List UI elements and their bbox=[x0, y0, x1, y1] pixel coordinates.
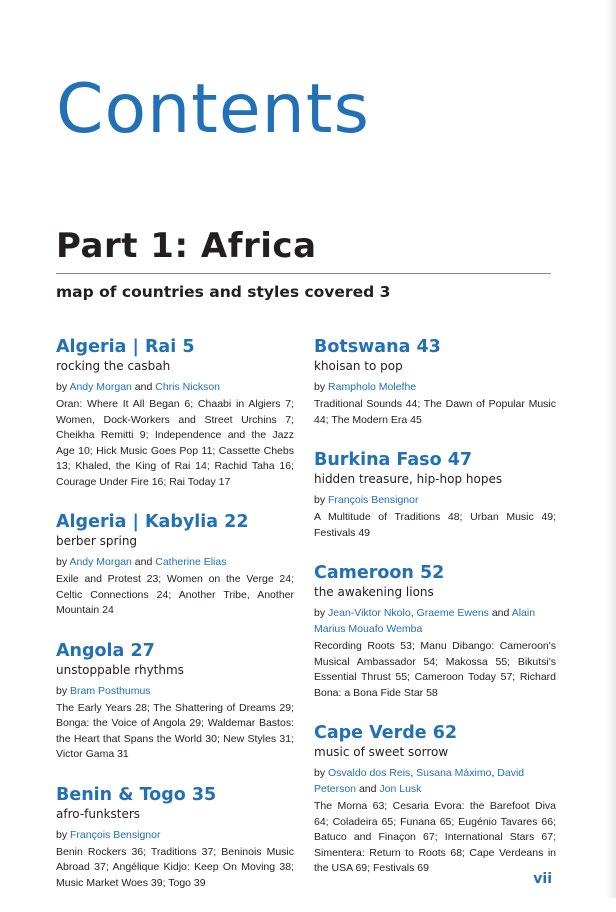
entry-subtitle: rocking the casbah bbox=[56, 359, 171, 373]
entry-byline bbox=[56, 379, 294, 395]
entry-byline bbox=[56, 683, 294, 699]
entry-subtitle: khoisan to pop bbox=[314, 359, 403, 373]
entry-byline bbox=[56, 827, 294, 843]
toc-entry bbox=[56, 336, 294, 490]
page-edge-shadow bbox=[606, 0, 616, 898]
author-separator: and bbox=[356, 783, 380, 795]
entry-chapters: The Early Years 28; The Shattering of Dreams 29; Bonga: the Voice of Angola 29; Waldemar Bastos: the Heart that Spans the World 30; New Styles 31; Victor Gama 31 bbox=[56, 701, 294, 760]
entry-subtitle: afro-funksters bbox=[56, 806, 141, 821]
author-name[interactable]: Andy Morgan bbox=[69, 556, 132, 568]
byline-prefix: by bbox=[314, 767, 326, 779]
author-separator: and bbox=[131, 556, 156, 568]
entry-byline bbox=[314, 379, 556, 395]
author-name[interactable]: Andy Morgan bbox=[69, 381, 132, 393]
entry-title[interactable]: Benin & Togo 35 bbox=[56, 784, 217, 805]
left-column bbox=[56, 336, 294, 912]
author-name[interactable]: Alain Marius Mouafo Wemba bbox=[314, 607, 536, 635]
byline-prefix: by bbox=[56, 556, 68, 568]
entry-title[interactable]: Burkina Faso 47 bbox=[314, 450, 473, 470]
toc-entry bbox=[56, 511, 294, 619]
entry-title[interactable]: Cape Verde 62 bbox=[314, 723, 458, 743]
author-name[interactable]: Jon Lusk bbox=[379, 783, 422, 795]
byline-prefix: by bbox=[314, 381, 326, 393]
toc-entry bbox=[56, 784, 294, 892]
author-name[interactable]: François Bensignor bbox=[328, 494, 419, 506]
right-column bbox=[314, 336, 556, 898]
entry-chapters: Recording Roots 53; Manu Dibango: Cameroon's Musical Ambassador 54; Makossa 55; Bikutsi's Essential Thrust 55; Cameroon Today 57; Richard Bona: a Bona Fide Star 58 bbox=[314, 640, 556, 699]
page-heading: Contents bbox=[56, 70, 370, 149]
map-entry[interactable]: map of countries and styles covered 3 bbox=[56, 283, 391, 301]
author-name[interactable]: Susana Máximo bbox=[416, 767, 492, 779]
entry-chapters: The Morna 63; Cesaria Evora: the Barefoot Diva 64; Coladeira 65; Funana 65; Eugénio Tavares 66; Batuco and Finaçon 67; International Stars 67; Simentera: Return to Roots 68; Cape Verdeans in the USA 69; Festivals 69 bbox=[314, 800, 556, 874]
entry-subtitle: the awakening lions bbox=[314, 585, 434, 599]
author-name[interactable]: Graeme Ewens bbox=[416, 607, 489, 619]
toc-entry bbox=[314, 722, 556, 877]
author-name[interactable]: Catherine Elias bbox=[155, 556, 227, 568]
author-name[interactable]: Bram Posthumus bbox=[70, 684, 151, 697]
toc-entry bbox=[314, 562, 556, 701]
byline-prefix: by bbox=[314, 494, 326, 506]
author-separator: and bbox=[488, 607, 512, 619]
part-divider bbox=[56, 273, 551, 274]
author-separator: , bbox=[410, 767, 417, 779]
page-number: vii bbox=[533, 871, 552, 887]
toc-entry bbox=[314, 336, 556, 428]
entry-byline bbox=[56, 554, 294, 570]
author-name[interactable]: Rampholo Molefhe bbox=[328, 381, 417, 393]
entry-chapters: A Multitude of Traditions 48; Urban Music 49; Festivals 49 bbox=[314, 511, 556, 539]
entry-subtitle: berber spring bbox=[56, 534, 138, 548]
author-name[interactable]: Jean-Viktor Nkolo bbox=[328, 607, 411, 619]
entry-title[interactable]: Algeria | Kabylia 22 bbox=[56, 512, 249, 532]
entry-title[interactable]: Botswana 43 bbox=[314, 337, 441, 357]
byline-prefix: by bbox=[56, 381, 68, 393]
author-name[interactable]: Osvaldo dos Reis bbox=[328, 767, 411, 779]
author-name[interactable]: François Bensignor bbox=[70, 828, 161, 841]
entry-byline bbox=[314, 765, 556, 797]
author-separator: and bbox=[131, 381, 156, 393]
part-title: Part 1: Africa bbox=[56, 226, 317, 266]
entry-subtitle: hidden treasure, hip-hop hopes bbox=[314, 472, 503, 486]
toc-entry bbox=[314, 449, 556, 541]
entry-subtitle: unstoppable rhythms bbox=[56, 662, 184, 677]
entry-byline bbox=[314, 605, 556, 637]
entry-title[interactable]: Cameroon 52 bbox=[314, 563, 445, 583]
entry-chapters: Traditional Sounds 44; The Dawn of Popular Music 44; The Modern Era 45 bbox=[314, 398, 556, 426]
entry-chapters: Exile and Protest 23; Women on the Verge 24; Celtic Connections 24; Another Tribe, Another Mountain 24 bbox=[56, 573, 294, 616]
byline-prefix: by bbox=[56, 684, 68, 697]
entry-subtitle: music of sweet sorrow bbox=[314, 745, 449, 759]
entry-title[interactable]: Algeria | Rai 5 bbox=[56, 337, 195, 357]
byline-prefix: by bbox=[314, 607, 326, 619]
entry-byline bbox=[314, 492, 556, 508]
author-separator: , bbox=[491, 767, 498, 779]
byline-prefix: by bbox=[56, 828, 68, 841]
entry-chapters: Oran: Where It All Began 6; Chaabi in Algiers 7; Women, Dock-Workers and Street Urchins 7; Cheikha Remitti 9; Independence and the Jazz Age 10; Hick Music Goes Pop 11; Cassette Chebs 13; Khaled, the King of Rai 14; Rachid Taha 16; Courage Under Fire 16; Rai Today 17 bbox=[56, 398, 294, 488]
author-name[interactable]: David Peterson bbox=[314, 767, 525, 795]
toc-entry bbox=[56, 640, 294, 763]
entry-chapters: Benin Rockers 36; Traditions 37; Beninois Music Abroad 37; Angélique Kidjo: Keep On Moving 38; Music Market Woes 39; Togo 39 bbox=[56, 845, 294, 889]
author-separator: , bbox=[410, 607, 417, 619]
entry-title[interactable]: Angola 27 bbox=[56, 640, 155, 661]
author-name[interactable]: Chris Nickson bbox=[155, 381, 221, 393]
